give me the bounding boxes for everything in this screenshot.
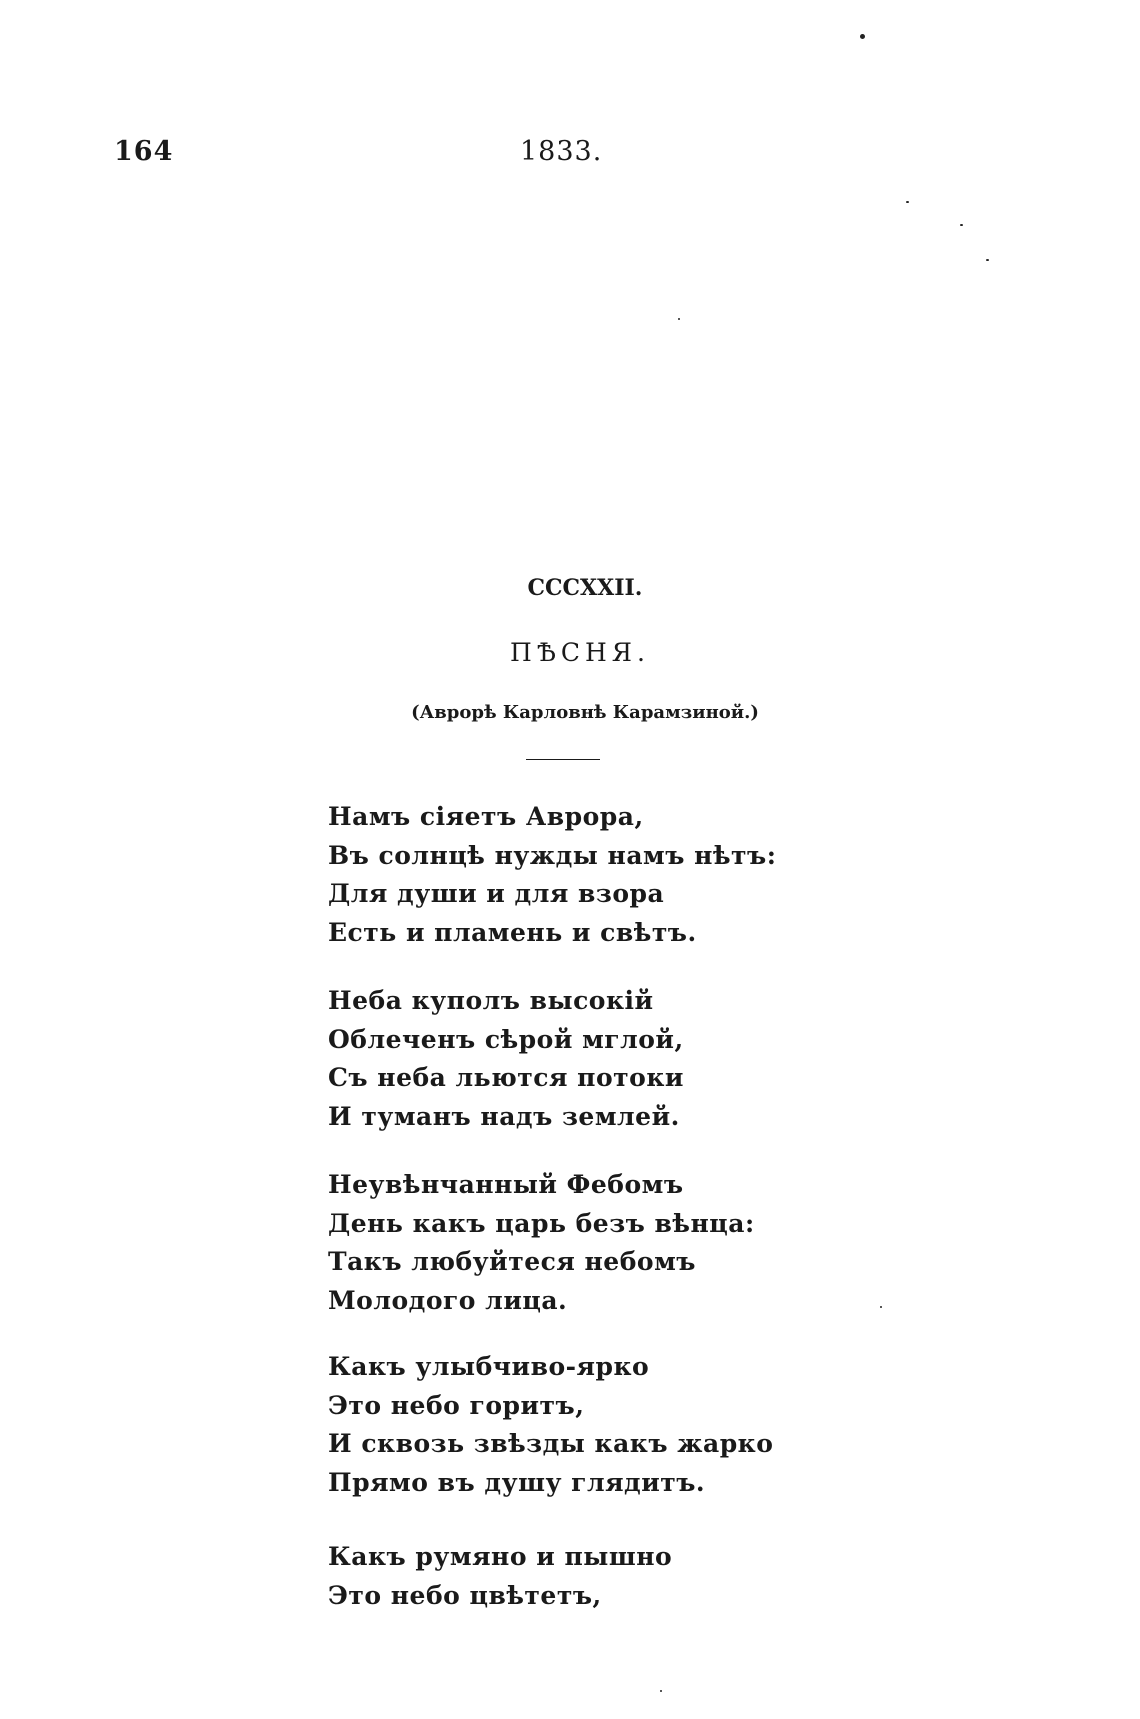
verse-line: День какъ царь безъ вѣнца:	[328, 1208, 755, 1238]
verse-line: Съ неба льются потоки	[328, 1063, 684, 1092]
verse-line: Молодого лица.	[328, 1285, 568, 1315]
verse-line: Намъ сіяетъ Аврора,	[328, 802, 644, 831]
verse-line: Есть и пламень и свѣтъ.	[328, 917, 697, 947]
verse-line: Неба куполъ высокій	[328, 986, 654, 1015]
verse-line: Это небо цвѣтетъ,	[328, 1580, 602, 1610]
divider-rule	[526, 759, 600, 760]
scan-speck	[678, 318, 680, 320]
verse-line: Въ солнцѣ нужды намъ нѣтъ:	[328, 840, 777, 870]
scan-speck	[986, 259, 989, 261]
stanza-2	[328, 982, 684, 1136]
poem-title: ПѢСНЯ.	[510, 638, 650, 667]
verse-line: Это небо горитъ,	[328, 1390, 585, 1420]
verse-line: И туманъ надъ землей.	[328, 1101, 680, 1131]
poem-dedication: (Аврорѣ Карловнѣ Карамзиной.)	[411, 702, 759, 723]
verse-line: Для души и для взора	[328, 879, 665, 908]
page-number: 164	[114, 136, 174, 167]
verse-line: Неувѣнчанный Фебомъ	[328, 1170, 684, 1199]
stanza-1	[328, 798, 776, 952]
stanza-5	[328, 1538, 672, 1615]
scan-speck	[906, 201, 909, 203]
scan-speck	[960, 224, 963, 226]
verse-line: Какъ улыбчиво-ярко	[328, 1352, 650, 1381]
verse-line: Облеченъ сѣрой мглой,	[328, 1024, 684, 1054]
verse-line: Какъ румяно и пышно	[328, 1542, 673, 1571]
verse-line: Такъ любуйтеся небомъ	[328, 1247, 696, 1276]
stanza-4	[328, 1348, 773, 1502]
running-head-year: 1833.	[520, 136, 603, 167]
verse-line: И сквозь звѣзды какъ жарко	[328, 1429, 774, 1458]
scan-speck	[880, 1306, 882, 1308]
scan-speck	[860, 34, 865, 39]
stanza-3	[328, 1166, 755, 1320]
verse-line: Прямо въ душу глядитъ.	[328, 1467, 706, 1497]
poem-number: CCCXXII.	[527, 575, 643, 601]
scan-speck	[660, 1690, 662, 1692]
